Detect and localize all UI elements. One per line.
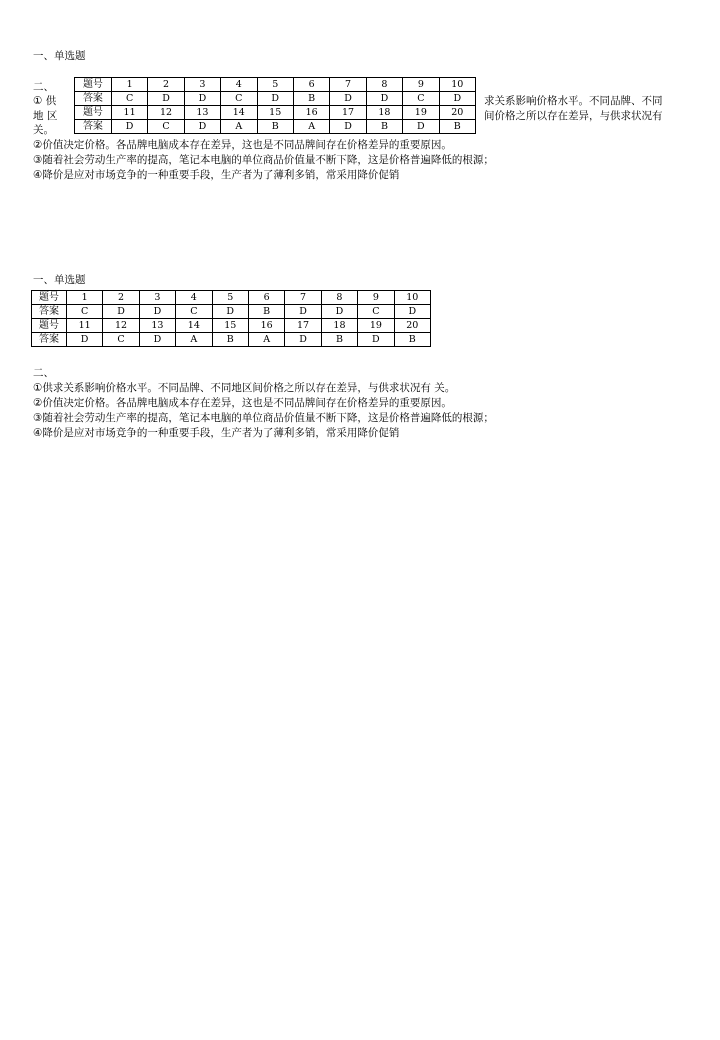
table-row [75, 120, 476, 134]
question-number: 17 [285, 319, 321, 333]
section1-part2-label: 二、 [33, 81, 54, 93]
question-number: 16 [293, 106, 329, 120]
question-number: 16 [248, 319, 284, 333]
section2-point-1: ①供求关系影响价格水平。不同品牌、不同地区间价格之所以存在差异，与供求状况有 关。 [33, 382, 456, 394]
question-number: 8 [321, 291, 357, 305]
section1-answer-table [74, 77, 476, 134]
answer-cell: D [403, 120, 439, 134]
section2-point-4: ④降价是应对市场竞争的一种重要手段，生产者为了薄利多销，常采用降价促销 [33, 427, 400, 439]
answer-cell: D [212, 305, 248, 319]
answer-cell: C [148, 120, 184, 134]
question-number: 19 [358, 319, 394, 333]
answer-cell: C [358, 305, 394, 319]
question-number: 17 [330, 106, 366, 120]
question-number: 13 [139, 319, 175, 333]
row-label: 题号 [32, 291, 67, 305]
answer-cell: B [212, 333, 248, 347]
question-number: 12 [148, 106, 184, 120]
answer-cell: A [293, 120, 329, 134]
answer-cell: A [176, 333, 212, 347]
question-number: 7 [285, 291, 321, 305]
question-number: 4 [221, 78, 257, 92]
answer-cell: D [394, 305, 430, 319]
question-number: 13 [184, 106, 220, 120]
section1-point-4: ④降价是应对市场竞争的一种重要手段，生产者为了薄利多销，常采用降价促销 [33, 169, 400, 181]
question-number: 20 [394, 319, 430, 333]
section1-left-fragment-1: ① 供 [33, 95, 57, 107]
section1-right-fragment-1: 求关系影响价格水平。不同品牌、不同 [484, 95, 663, 107]
answer-cell: B [394, 333, 430, 347]
row-label: 题号 [75, 106, 112, 120]
answer-cell: D [184, 120, 220, 134]
answer-cell: B [366, 120, 402, 134]
row-label: 答案 [75, 120, 112, 134]
answer-cell: B [257, 120, 293, 134]
table-row [32, 333, 431, 347]
answer-cell: D [330, 92, 366, 106]
row-label: 题号 [75, 78, 112, 92]
section1-left-fragment-2: 地 区 [33, 110, 58, 122]
question-number: 10 [394, 291, 430, 305]
question-number: 14 [221, 106, 257, 120]
question-number: 6 [248, 291, 284, 305]
question-number: 15 [257, 106, 293, 120]
question-number: 1 [66, 291, 102, 305]
question-number: 1 [111, 78, 147, 92]
answer-cell: D [139, 333, 175, 347]
section1-point-3: ③随着社会劳动生产率的提高，笔记本电脑的单位商品价值量不断下降，这是价格普遍降低的根源； [33, 154, 494, 166]
answer-cell: D [285, 333, 321, 347]
table-row [75, 78, 476, 92]
answer-cell: C [103, 333, 139, 347]
question-number: 3 [139, 291, 175, 305]
question-number: 9 [358, 291, 394, 305]
question-number: 2 [148, 78, 184, 92]
question-number: 11 [66, 319, 102, 333]
table-row [32, 291, 431, 305]
answer-cell: D [184, 92, 220, 106]
answer-cell: A [221, 120, 257, 134]
question-number: 11 [111, 106, 147, 120]
answer-cell: D [321, 305, 357, 319]
table-row [32, 319, 431, 333]
section2-answer-table [31, 290, 431, 347]
answer-cell: C [111, 92, 147, 106]
answer-cell: D [103, 305, 139, 319]
section2-part2-label: 二、 [33, 367, 54, 379]
question-number: 19 [403, 106, 439, 120]
section2-point-3: ③随着社会劳动生产率的提高，笔记本电脑的单位商品价值量不断下降，这是价格普遍降低的根源； [33, 412, 494, 424]
question-number: 6 [293, 78, 329, 92]
answer-cell: A [248, 333, 284, 347]
section1-point-2: ②价值决定价格。各品牌电脑成本存在差异，这也是不同品牌间存在价格差异的重要原因。 [33, 139, 452, 151]
question-number: 2 [103, 291, 139, 305]
answer-cell: D [111, 120, 147, 134]
answer-cell: C [403, 92, 439, 106]
answer-cell: D [148, 92, 184, 106]
answer-cell: B [248, 305, 284, 319]
section1-title: 一、单选题 [33, 50, 86, 62]
question-number: 10 [439, 78, 475, 92]
question-number: 7 [330, 78, 366, 92]
question-number: 9 [403, 78, 439, 92]
question-number: 12 [103, 319, 139, 333]
row-label: 答案 [75, 92, 112, 106]
row-label: 答案 [32, 333, 67, 347]
table-row [75, 92, 476, 106]
row-label: 题号 [32, 319, 67, 333]
question-number: 4 [176, 291, 212, 305]
answer-cell: C [221, 92, 257, 106]
answer-cell: D [330, 120, 366, 134]
answer-cell: C [176, 305, 212, 319]
section2-title: 一、单选题 [33, 274, 86, 286]
question-number: 18 [366, 106, 402, 120]
answer-cell: B [321, 333, 357, 347]
answer-cell: D [439, 92, 475, 106]
row-label: 答案 [32, 305, 67, 319]
question-number: 3 [184, 78, 220, 92]
question-number: 5 [212, 291, 248, 305]
answer-cell: D [366, 92, 402, 106]
answer-cell: D [285, 305, 321, 319]
question-number: 14 [176, 319, 212, 333]
answer-cell: B [293, 92, 329, 106]
answer-cell: D [139, 305, 175, 319]
question-number: 18 [321, 319, 357, 333]
section1-left-fragment-3: 关。 [33, 124, 54, 136]
answer-cell: D [66, 333, 102, 347]
section1-right-fragment-2: 间价格之所以存在差异，与供求状况有 [484, 110, 663, 122]
table-row [32, 305, 431, 319]
answer-cell: C [66, 305, 102, 319]
question-number: 15 [212, 319, 248, 333]
question-number: 8 [366, 78, 402, 92]
section2-point-2: ②价值决定价格。各品牌电脑成本存在差异，这也是不同品牌间存在价格差异的重要原因。 [33, 397, 452, 409]
answer-cell: B [439, 120, 475, 134]
answer-cell: D [358, 333, 394, 347]
question-number: 20 [439, 106, 475, 120]
question-number: 5 [257, 78, 293, 92]
answer-cell: D [257, 92, 293, 106]
table-row [75, 106, 476, 120]
